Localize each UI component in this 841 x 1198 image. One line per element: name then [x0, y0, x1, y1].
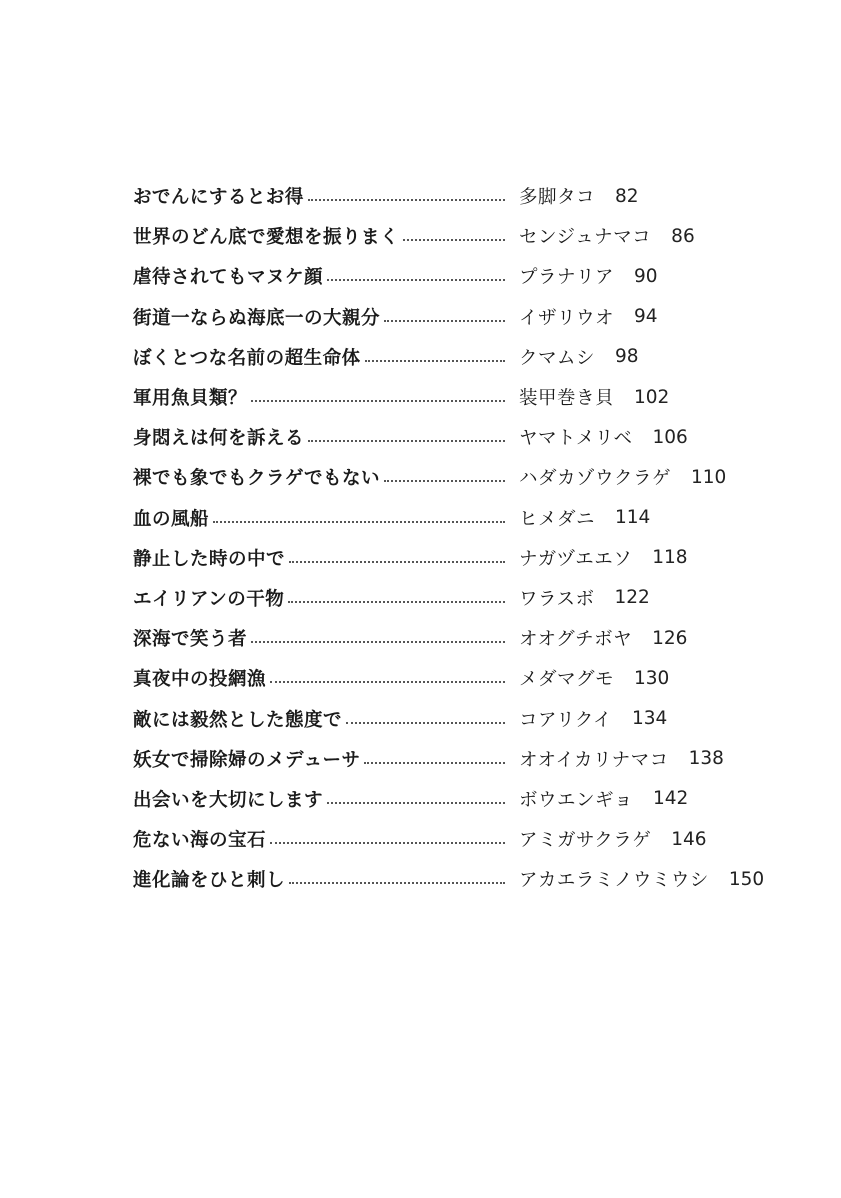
entry-creature: プラナリア: [519, 267, 615, 289]
entry-creature: イザリウオ: [519, 307, 615, 329]
entry-page-number: 142: [653, 788, 689, 810]
entry-page-number: 90: [634, 265, 658, 287]
entry-creature: ヒメダニ: [519, 508, 596, 530]
dotted-leader: [327, 279, 505, 281]
entry-title: 危ない海の宝石: [133, 830, 267, 852]
entry-title: 軍用魚貝類？: [133, 388, 248, 410]
entry-page-number: 98: [615, 346, 639, 368]
dotted-leader: [365, 360, 505, 362]
toc-entry[interactable]: [133, 457, 773, 497]
entry-creature: アカエラミノウミウシ: [519, 870, 709, 892]
entry-title: 深海で笑う者: [133, 629, 248, 651]
dotted-leader: [308, 199, 505, 201]
entry-page-number: 114: [615, 507, 651, 529]
entry-title: 虐待されてもマヌケ顔: [133, 267, 324, 289]
dotted-leader: [403, 239, 505, 241]
toc-entry[interactable]: [133, 618, 773, 658]
dotted-leader: [251, 400, 505, 402]
entry-creature: ワラスボ: [519, 588, 595, 610]
toc-entry[interactable]: [133, 859, 773, 899]
dotted-leader: [364, 762, 505, 764]
entry-page-number: 82: [615, 185, 639, 207]
entry-creature: コアリクイ: [519, 709, 612, 731]
toc-entry[interactable]: [133, 658, 773, 698]
entry-title: 身悶えは何を訴える: [133, 428, 305, 450]
entry-title: エイリアンの干物: [133, 588, 285, 610]
toc-entry[interactable]: [133, 256, 773, 296]
entry-title: ぼくとつな名前の超生命体: [133, 347, 361, 369]
dotted-leader: [213, 521, 505, 523]
dotted-leader: [384, 480, 505, 482]
entry-creature: ヤマトメリベ: [519, 428, 633, 450]
dotted-leader: [384, 320, 505, 322]
entry-title: おでんにするとお得: [133, 187, 304, 209]
entry-creature: ナガヅエエソ: [519, 548, 633, 570]
dotted-leader: [251, 641, 505, 643]
entry-page-number: 146: [671, 828, 707, 850]
toc-entry[interactable]: [133, 337, 773, 377]
entry-creature: ボウエンギョ: [519, 789, 634, 811]
toc-entry[interactable]: [133, 216, 773, 256]
entry-page-number: 130: [634, 667, 670, 689]
dotted-leader: [289, 561, 505, 563]
entry-page-number: 134: [631, 708, 668, 730]
entry-creature: アミガサクラゲ: [519, 830, 652, 852]
entry-creature: センジュナマコ: [519, 227, 652, 249]
dotted-leader: [289, 882, 505, 884]
entry-creature: オオイカリナマコ: [519, 749, 669, 771]
entry-title: 進化論をひと刺し: [133, 870, 286, 892]
dotted-leader: [346, 722, 505, 724]
entry-creature: オオグチボヤ: [519, 629, 633, 651]
entry-title: 裸でも象でもクラゲでもない: [133, 468, 381, 490]
entry-page-number: 118: [652, 547, 688, 569]
entry-page-number: 110: [691, 466, 727, 488]
entry-title: 街道一ならぬ海底一の大親分: [133, 307, 381, 329]
entry-page-number: 122: [614, 587, 650, 609]
entry-title: 静止した時の中で: [133, 548, 286, 570]
toc-entry[interactable]: [133, 578, 773, 618]
entry-title: 真夜中の投網漁: [133, 669, 267, 691]
entry-page-number: 126: [652, 627, 688, 649]
entry-creature: 装甲巻き貝: [519, 388, 615, 410]
entry-creature: クマムシ: [519, 347, 596, 369]
toc-entry[interactable]: [133, 739, 773, 779]
toc-entry[interactable]: [133, 819, 773, 859]
dotted-leader: [308, 440, 505, 442]
table-of-contents: [133, 176, 773, 899]
dotted-leader: [270, 681, 505, 683]
entry-page-number: 150: [728, 868, 765, 890]
toc-entry[interactable]: [133, 377, 773, 417]
dotted-leader: [327, 802, 505, 804]
toc-entry[interactable]: [133, 698, 773, 738]
entry-page-number: 102: [634, 386, 670, 408]
toc-entry[interactable]: [133, 417, 773, 457]
entry-page-number: 138: [688, 748, 724, 770]
entry-page-number: 106: [652, 426, 688, 448]
toc-entry[interactable]: [133, 297, 773, 337]
entry-title: 血の風船: [133, 508, 210, 530]
entry-creature: ハダカゾウクラゲ: [519, 468, 672, 490]
entry-title: 妖女で掃除婦のメデューサ: [133, 749, 361, 771]
toc-entry[interactable]: [133, 498, 773, 538]
dotted-leader: [288, 601, 505, 603]
entry-page-number: 94: [634, 306, 658, 328]
entry-page-number: 86: [671, 225, 695, 247]
entry-title: 出会いを大切にします: [133, 789, 324, 811]
entry-creature: メダマグモ: [519, 669, 615, 691]
toc-entry[interactable]: [133, 538, 773, 578]
entry-creature: 多脚タコ: [519, 187, 596, 209]
dotted-leader: [270, 842, 505, 844]
entry-title: 敵には毅然とした態度で: [133, 709, 343, 731]
toc-entry[interactable]: [133, 779, 773, 819]
entry-title: 世界のどん底で愛想を振りまく: [133, 227, 400, 249]
toc-entry[interactable]: [133, 176, 773, 216]
